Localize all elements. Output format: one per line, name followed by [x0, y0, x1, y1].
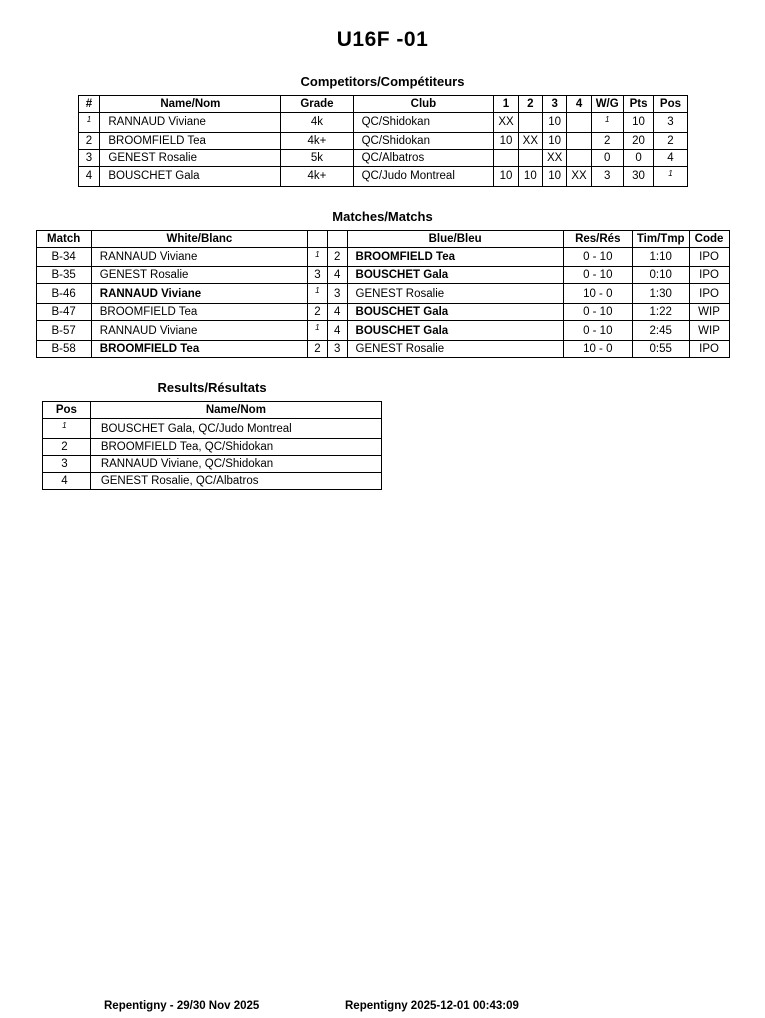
- result-name: BOUSCHET Gala, QC/Judo Montreal: [90, 419, 381, 439]
- match-id: B-46: [36, 284, 91, 304]
- competitor-grade: 4k+: [281, 132, 353, 149]
- footer-event-label: Repentigny - 29/30 Nov 2025: [104, 1000, 260, 1012]
- table-row: [36, 267, 729, 284]
- match-blue-seed: 3: [327, 341, 347, 358]
- match-code: IPO: [689, 247, 729, 267]
- match-result: 0 - 10: [563, 304, 632, 321]
- match-time: 0:55: [632, 341, 689, 358]
- match-white-seed-value: 1: [315, 249, 320, 259]
- matches-table-container: [36, 230, 730, 358]
- match-code: IPO: [689, 284, 729, 304]
- table-row: [78, 149, 687, 166]
- match-blue-player: BROOMFIELD Tea: [347, 247, 563, 267]
- match-blue-seed: 4: [327, 304, 347, 321]
- result-position-value: 1: [62, 421, 67, 431]
- competitor-num: 2: [78, 132, 100, 149]
- match-white-seed: [308, 284, 328, 304]
- result-name: RANNAUD Viviane, QC/Shidokan: [90, 455, 381, 472]
- table-row: [43, 419, 382, 439]
- table-row: [43, 472, 382, 489]
- match-result: 0 - 10: [563, 321, 632, 341]
- matches-header-blue: Blue/Bleu: [347, 230, 563, 247]
- competitors-header-row: [78, 96, 687, 113]
- competitor-wins: 2: [591, 132, 623, 149]
- match-blue-player: GENEST Rosalie: [347, 284, 563, 304]
- competitor-result-2: [518, 113, 542, 133]
- matches-header-row: [36, 230, 729, 247]
- page-title: U16F -01: [336, 28, 429, 51]
- match-white-player: GENEST Rosalie: [91, 267, 307, 284]
- competitors-header-r2: 2: [518, 96, 542, 113]
- match-white-player: RANNAUD Viviane: [91, 284, 307, 304]
- competitor-position: 4: [654, 149, 687, 166]
- results-table: [42, 401, 382, 490]
- competitor-name: GENEST Rosalie: [100, 149, 281, 166]
- competitors-header-wg: W/G: [591, 96, 623, 113]
- competitor-num: 4: [78, 166, 100, 186]
- competitor-name: BROOMFIELD Tea: [100, 132, 281, 149]
- table-row: [78, 166, 687, 186]
- result-position: 4: [43, 472, 91, 489]
- match-id: B-47: [36, 304, 91, 321]
- result-name: BROOMFIELD Tea, QC/Shidokan: [90, 438, 381, 455]
- competitor-num-value: 1: [86, 115, 92, 124]
- table-row: [78, 132, 687, 149]
- competitor-result-3: XX: [543, 149, 567, 166]
- competitor-points: 0: [623, 149, 654, 166]
- competitor-club: QC/Shidokan: [353, 132, 494, 149]
- match-white-seed-value: 1: [315, 286, 320, 296]
- match-white-seed: 2: [308, 304, 328, 321]
- matches-header-code: Code: [689, 230, 729, 247]
- competitors-section-title: Competitors/Compétiteurs: [300, 74, 465, 89]
- competitor-result-1: XX: [494, 113, 518, 133]
- matches-header-res: Res/Rés: [563, 230, 632, 247]
- match-id: B-57: [36, 321, 91, 341]
- competitors-header-name: Name/Nom: [100, 96, 281, 113]
- match-white-player: RANNAUD Viviane: [91, 247, 307, 267]
- match-blue-player: GENEST Rosalie: [347, 341, 563, 358]
- competitor-result-4: [567, 149, 591, 166]
- match-white-player: RANNAUD Viviane: [91, 321, 307, 341]
- competitor-wins: 3: [591, 166, 623, 186]
- results-header-pos: Pos: [43, 402, 91, 419]
- competitor-grade: 5k: [281, 149, 353, 166]
- competitor-result-1: 10: [494, 166, 518, 186]
- results-table-container: [42, 401, 382, 490]
- match-blue-seed: 3: [327, 284, 347, 304]
- competitor-result-4: [567, 132, 591, 149]
- matches-header-blue-seed: [327, 230, 347, 247]
- table-row: [43, 438, 382, 455]
- footer-timestamp-label: Repentigny 2025-12-01 00:43:09: [345, 1000, 519, 1012]
- table-row: [36, 284, 729, 304]
- competitor-result-3: 10: [543, 166, 567, 186]
- match-result: 10 - 0: [563, 284, 632, 304]
- table-row: [36, 304, 729, 321]
- competitor-position-value: 1: [668, 168, 673, 178]
- match-blue-seed: 4: [327, 267, 347, 284]
- competitor-num: [78, 113, 100, 133]
- competitors-header-pts: Pts: [623, 96, 654, 113]
- competitors-header-r3: 3: [543, 96, 567, 113]
- table-row: [36, 247, 729, 267]
- competitor-wins: 0: [591, 149, 623, 166]
- competitor-grade: 4k: [281, 113, 353, 133]
- matches-header-white-seed: [308, 230, 328, 247]
- competitor-position: 3: [654, 113, 687, 133]
- table-row: [36, 321, 729, 341]
- match-code: WIP: [689, 321, 729, 341]
- competitors-header-club: Club: [353, 96, 494, 113]
- table-row: [78, 113, 687, 133]
- match-result: 0 - 10: [563, 247, 632, 267]
- match-blue-player: BOUSCHET Gala: [347, 267, 563, 284]
- competitors-table: [78, 95, 688, 187]
- match-code: WIP: [689, 304, 729, 321]
- competitor-result-3: 10: [543, 132, 567, 149]
- match-white-seed: [308, 321, 328, 341]
- match-blue-seed: 4: [327, 321, 347, 341]
- match-result: 10 - 0: [563, 341, 632, 358]
- competitor-wins: [591, 113, 623, 133]
- match-time: 1:30: [632, 284, 689, 304]
- competitor-result-4: [567, 113, 591, 133]
- competitor-result-2: [518, 149, 542, 166]
- match-blue-player: BOUSCHET Gala: [347, 321, 563, 341]
- result-position: [43, 419, 91, 439]
- matches-header-white: White/Blanc: [91, 230, 307, 247]
- competitor-num: 3: [78, 149, 100, 166]
- competitors-header-num: #: [78, 96, 100, 113]
- competitor-points: 10: [623, 113, 654, 133]
- results-header-row: [43, 402, 382, 419]
- competitor-points: 30: [623, 166, 654, 186]
- match-white-seed: 2: [308, 341, 328, 358]
- competitor-club: QC/Shidokan: [353, 113, 494, 133]
- competitor-wins-value: 1: [604, 115, 610, 124]
- match-result: 0 - 10: [563, 267, 632, 284]
- competitor-name: RANNAUD Viviane: [100, 113, 281, 133]
- competitor-club: QC/Judo Montreal: [353, 166, 494, 186]
- match-time: 1:22: [632, 304, 689, 321]
- competitor-grade: 4k+: [281, 166, 353, 186]
- match-white-seed-value: 1: [315, 323, 320, 333]
- match-time: 2:45: [632, 321, 689, 341]
- match-id: B-35: [36, 267, 91, 284]
- competitor-result-1: 10: [494, 132, 518, 149]
- results-header-name: Name/Nom: [90, 402, 381, 419]
- match-code: IPO: [689, 267, 729, 284]
- competitor-position: 2: [654, 132, 687, 149]
- competitor-result-2: 10: [518, 166, 542, 186]
- competitor-result-4: XX: [567, 166, 591, 186]
- match-white-seed: [308, 247, 328, 267]
- match-id: B-58: [36, 341, 91, 358]
- table-row: [36, 341, 729, 358]
- match-id: B-34: [36, 247, 91, 267]
- match-time: 1:10: [632, 247, 689, 267]
- match-blue-player: BOUSCHET Gala: [347, 304, 563, 321]
- competitor-result-3: 10: [543, 113, 567, 133]
- matches-header-match: Match: [36, 230, 91, 247]
- competitors-table-container: [78, 95, 688, 187]
- table-row: [43, 455, 382, 472]
- competitor-position: [654, 166, 687, 186]
- match-white-seed: 3: [308, 267, 328, 284]
- result-name: GENEST Rosalie, QC/Albatros: [90, 472, 381, 489]
- competitor-name: BOUSCHET Gala: [100, 166, 281, 186]
- competitors-header-r1: 1: [494, 96, 518, 113]
- competitors-header-grade: Grade: [281, 96, 353, 113]
- competitors-header-r4: 4: [567, 96, 591, 113]
- competitor-points: 20: [623, 132, 654, 149]
- result-position: 3: [43, 455, 91, 472]
- result-position: 2: [43, 438, 91, 455]
- matches-header-tim: Tim/Tmp: [632, 230, 689, 247]
- matches-section-title: Matches/Matchs: [332, 208, 433, 224]
- match-white-player: BROOMFIELD Tea: [91, 304, 307, 321]
- match-white-player: BROOMFIELD Tea: [91, 341, 307, 358]
- match-code: IPO: [689, 341, 729, 358]
- competitor-result-1: [494, 149, 518, 166]
- matches-table: [36, 230, 730, 358]
- results-section-title: Results/Résultats: [157, 380, 267, 396]
- match-time: 0:10: [632, 267, 689, 284]
- competitor-result-2: XX: [518, 132, 542, 149]
- competitor-club: QC/Albatros: [353, 149, 494, 166]
- competitors-header-pos: Pos: [654, 96, 687, 113]
- match-blue-seed: 2: [327, 247, 347, 267]
